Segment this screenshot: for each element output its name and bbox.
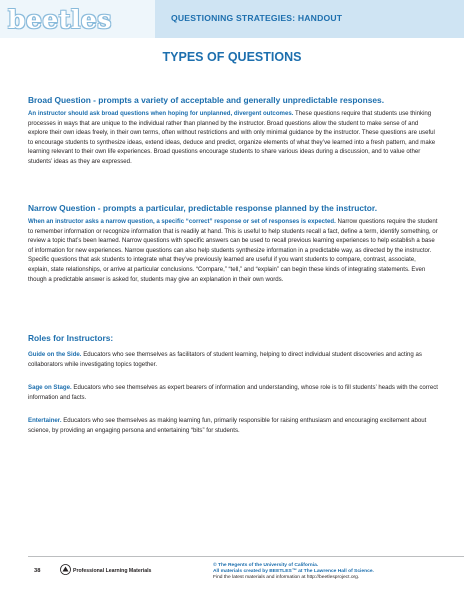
broad-question-paragraph — [28, 109, 438, 167]
professional-learning-logo-icon — [60, 564, 71, 575]
footer-divider — [28, 556, 464, 557]
page-title: TYPES OF QUESTIONS — [162, 50, 302, 64]
role-sage-on-stage — [28, 383, 438, 402]
role-entertainer-lead: Entertainer. — [28, 417, 62, 425]
role-sage-lead: Sage on Stage. — [28, 384, 72, 392]
header-title: QUESTIONING STRATEGIES: HANDOUT — [171, 13, 343, 23]
logo-box — [0, 0, 155, 38]
footer-copyright: © The Regents of the University of California. — [213, 563, 319, 568]
footer-created: All materials created by BEETLES™ at The Lawrence Hall of Science. — [213, 569, 374, 575]
beetles-logo: beetles — [8, 4, 112, 34]
role-guide-body: Educators who see themselves as facilitators of student learning, helping to direct individual student discoveries and acting as collaborators while investigating topics together. — [28, 351, 422, 368]
role-entertainer-body: Educators who see themselves as making learning fun, primarily responsible for raising enthusiasm and encouraging excitement about science, by providing an engaging persona and entertaining “bits” for students. — [28, 417, 427, 434]
narrow-question-heading: Narrow Question - prompts a particular, predictable response planned by the instructor. — [28, 203, 378, 213]
role-entertainer — [28, 416, 438, 435]
footer-find-link: Find the latest materials and information at http://beetlesproject.org. — [213, 575, 360, 581]
roles-section — [28, 333, 438, 436]
narrow-question-paragraph — [28, 217, 438, 284]
broad-question-section — [28, 95, 438, 167]
roles-heading: Roles for Instructors: — [28, 333, 114, 343]
narrow-question-lead: When an instructor asks a narrow question, a specific “correct” response or set of responses is expected. — [28, 218, 336, 225]
role-sage-body: Educators who see themselves as expert bearers of information and understanding, whose role is to fill students’ heads with the correct information and facts. — [28, 384, 438, 401]
broad-question-heading: Broad Question - prompts a variety of acceptable and generally unpredictable responses. — [28, 95, 385, 105]
broad-question-body: These questions require that students use thinking processes in ways that are unique to the individual rather than planned by the instructor. Broad questions allow the student to make sense of and explore their own ideas freely, in their own terms, often without restrictions and with only minimal guidance by the instructor. These questions are useful to encourage students to synthesize ideas, extend ideas, deduce and predict, organize elements of what they’ve learned into a fresh pattern, and make learning relevant to their own life experiences. Broad questions encourage students to share various ideas during a discussion, and to value other students’ ideas as they are expressed. — [28, 110, 436, 165]
narrow-question-section — [28, 203, 438, 284]
role-guide-on-side — [28, 350, 438, 369]
professional-learning-label: Professional Learning Materials — [73, 568, 152, 574]
broad-question-lead: An instructor should ask broad questions when hoping for unplanned, divergent outcomes. — [28, 110, 294, 117]
narrow-question-body: Narrow questions require the student to remember information or recognize information that is readily at hand. This is useful to help students recall a fact, define a term, identify something, or review a topic that’s been learned. Narrow questions with specific answers can be used to recall previous learning experiences to help establish a base of information for new experiences. Narrow questions can also help students synthesize information in a predictable way, as directed by the instructor. Specific questions that ask students to integrate what they’ve previously learned are useful if you want students to compare, contrast, associate, explain, state relationships, or arrive at particular conclusions. “Compare,” “tell,” and “explain” can begin these kinds of integrating statements. Even though a predictable answer is asked for, students may give an explanation in their own words. — [28, 218, 438, 283]
page-number: 38 — [34, 568, 41, 574]
footer-credits — [213, 563, 374, 582]
role-guide-lead: Guide on the Side. — [28, 351, 82, 358]
